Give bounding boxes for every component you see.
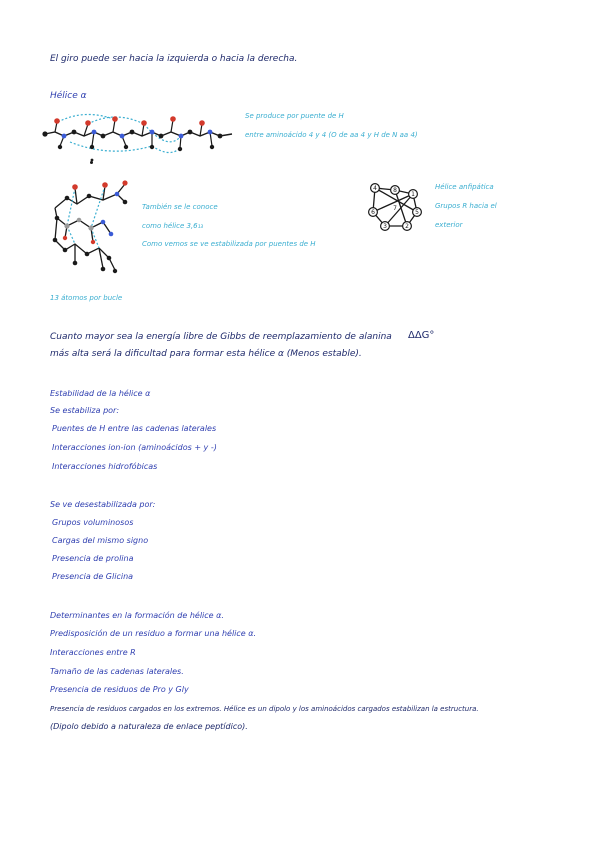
wheel-number: 2 <box>405 223 409 230</box>
helix-note-2: entre aminoácido 4 y 4 (O de aa 4 y H de N aa 4) <box>245 131 418 139</box>
determinant-item: Presencia de residuos de Pro y Gly <box>50 685 189 694</box>
determinant-item: Tamaño de las cadenas laterales. <box>50 667 184 676</box>
helix-also-3: Como vemos se ve estabilizada por puentes de H <box>142 240 316 248</box>
amphi-note-3: exterior <box>435 221 463 229</box>
gibbs-line-2: más alta será la dificultad para formar esta hélice α (Menos estable). <box>50 349 362 359</box>
amphi-note-2: Grupos R hacia el <box>435 202 497 210</box>
determinant-item: Interacciones entre R <box>50 648 136 657</box>
stab-item: Puentes de H entre las cadenas laterales <box>52 424 217 433</box>
helix-3d-drawing <box>45 178 140 283</box>
wheel-number: 5 <box>415 209 419 216</box>
wheel-number: 4 <box>373 185 377 192</box>
stability-title: Estabilidad de la hélice α <box>50 389 151 398</box>
destab-item: Presencia de Glicina <box>52 572 134 581</box>
ink-dot <box>90 161 93 164</box>
helix-also-2: como hélice 3,6₁₃ <box>142 222 204 230</box>
helical-wheel-diagram <box>365 180 425 235</box>
helix-also-1: También se le conoce <box>142 203 218 211</box>
wheel-number: 7 <box>393 205 397 212</box>
wheel-number: 6 <box>371 209 375 216</box>
wheel-number: 1 <box>411 191 415 198</box>
destab-item: Grupos voluminosos <box>52 518 134 527</box>
intro-text: El giro puede ser hacia la izquierda o hacia la derecha. <box>50 54 298 64</box>
chain-atoms <box>42 116 222 161</box>
amphi-note-1: Hélice anfipática <box>435 183 494 191</box>
gibbs-line-1: Cuanto mayor sea la energía libre de Gibbs de reemplazamiento de alanina <box>50 332 392 342</box>
helix-note-1: Se produce por puente de H <box>245 112 344 120</box>
helix-3d-atoms <box>53 180 128 273</box>
helix-title: Hélice α <box>50 91 87 101</box>
destab-item: Cargas del mismo signo <box>52 536 149 545</box>
determinant-item: Presencia de residuos cargados en los extremos. Hélice es un dipolo y los aminoácidos cargados estabilizan la estructura. <box>50 705 479 713</box>
stab-subtitle: Se estabiliza por: <box>50 406 120 415</box>
wheel-number: 3 <box>383 223 387 230</box>
helix-3d-hbonds <box>67 186 105 248</box>
destab-item: Presencia de prolina <box>52 554 134 563</box>
determinant-item: Predisposición de un residuo a formar una hélice α. <box>50 629 257 638</box>
helix-loop-note: 13 átomos por bucle <box>50 294 123 302</box>
destab-subtitle: Se ve desestabilizada por: <box>50 500 156 509</box>
gibbs-symbol: ΔΔG° <box>408 330 435 341</box>
wheel-number: 8 <box>393 187 397 194</box>
stab-item: Interacciones hidrofóbicas <box>52 462 158 471</box>
helix-chain-drawing <box>40 112 240 162</box>
determinants-title: Determinantes en la formación de hélice α. <box>50 611 224 620</box>
determinant-item: (Dipolo debido a naturaleza de enlace peptídico). <box>50 722 248 731</box>
stab-item: Interacciones ion-ion (aminoácidos + y -) <box>52 443 217 452</box>
